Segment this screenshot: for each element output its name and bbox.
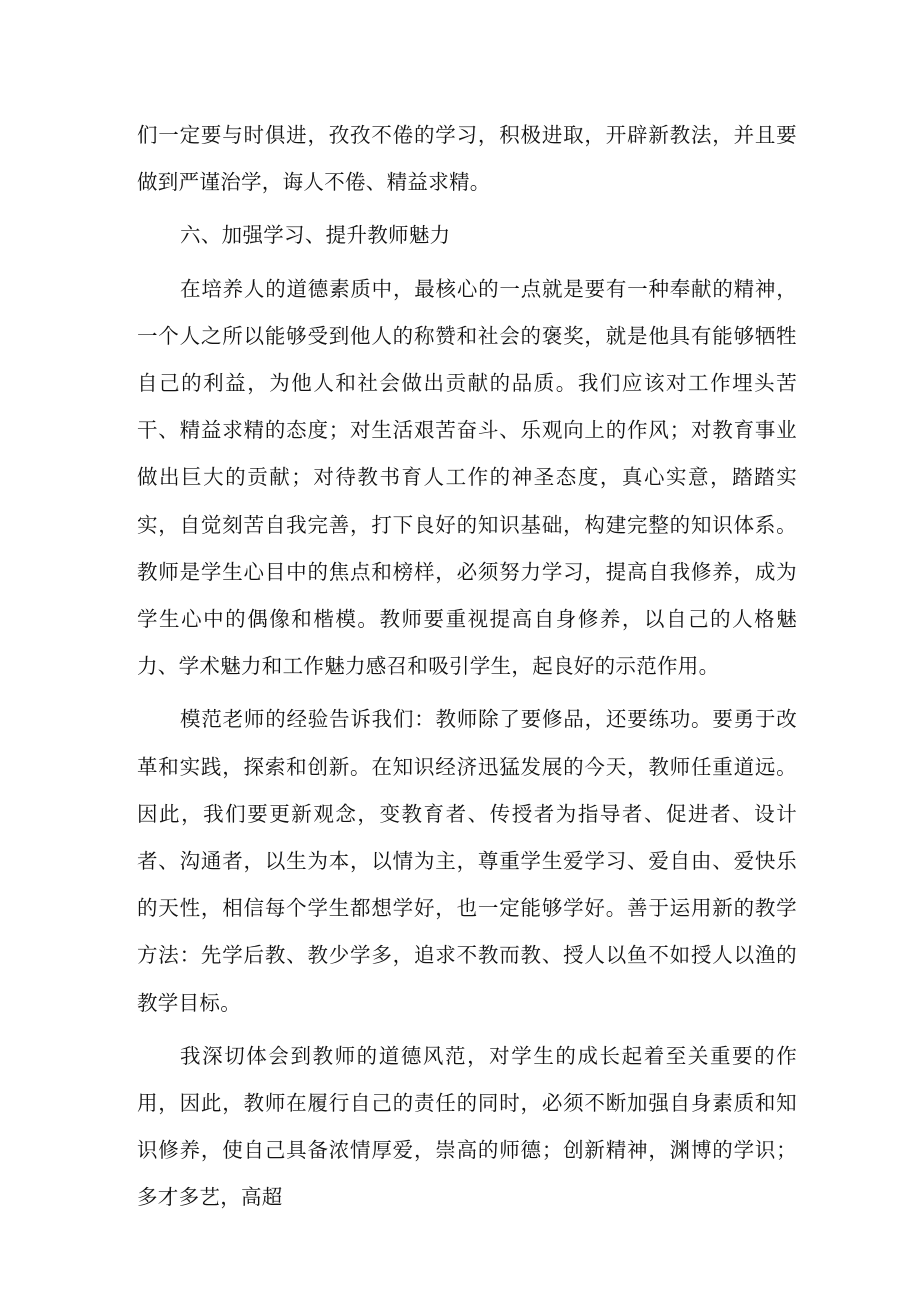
paragraph-continuation: 们一定要与时俱进，孜孜不倦的学习，积极进取，开辟新教法，并且要做到严谨治学，诲人不倦、精益求精。 xyxy=(137,123,797,195)
section-heading: 六、加强学习、提升教师魅力 xyxy=(180,223,451,248)
paragraph: 我深切体会到教师的道德风范，对学生的成长起着至关重要的作用，因此，教师在履行自己的责任的同时，必须不断加强自身素质和知识修养，使自己具备浓情厚爱，崇高的师德；创新精神，渊博的学识；多才多艺，高超 xyxy=(137,1043,797,1210)
document-body xyxy=(137,112,797,1228)
paragraph: 在培养人的道德素质中，最核心的一点就是要有一种奉献的精神，一个人之所以能够受到他人的称赞和社会的褒奖，就是他具有能够牺牲自己的利益，为他人和社会做出贡献的品质。我们应该对工作埋头苦干、精益求精的态度；对生活艰苦奋斗、乐观向上的作风；对教育事业做出巨大的贡献；对待教书育人工作的神圣态度，真心实意，踏踏实实，自觉刻苦自我完善，打下良好的知识基础，构建完整的知识体系。教师是学生心目中的焦点和榜样，必须努力学习，提高自我修养，成为学生心中的偶像和楷模。教师要重视提高自身修养，以自己的人格魅力、学术魅力和工作魅力感召和吸引学生，起良好的示范作用。 xyxy=(137,276,797,679)
paragraph: 模范老师的经验告诉我们：教师除了要修品，还要练功。要勇于改革和实践，探索和创新。在知识经济迅猛发展的今天，教师任重道远。因此，我们要更新观念，变教育者、传授者为指导者、促进者、设计者、沟通者，以生为本，以情为主，尊重学生爱学习、爱自由、爱快乐的天性，相信每个学生都想学好，也一定能够学好。善于运用新的教学方法：先学后教、教少学多，追求不教而教、授人以鱼不如授人以渔的教学目标。 xyxy=(137,707,797,1015)
